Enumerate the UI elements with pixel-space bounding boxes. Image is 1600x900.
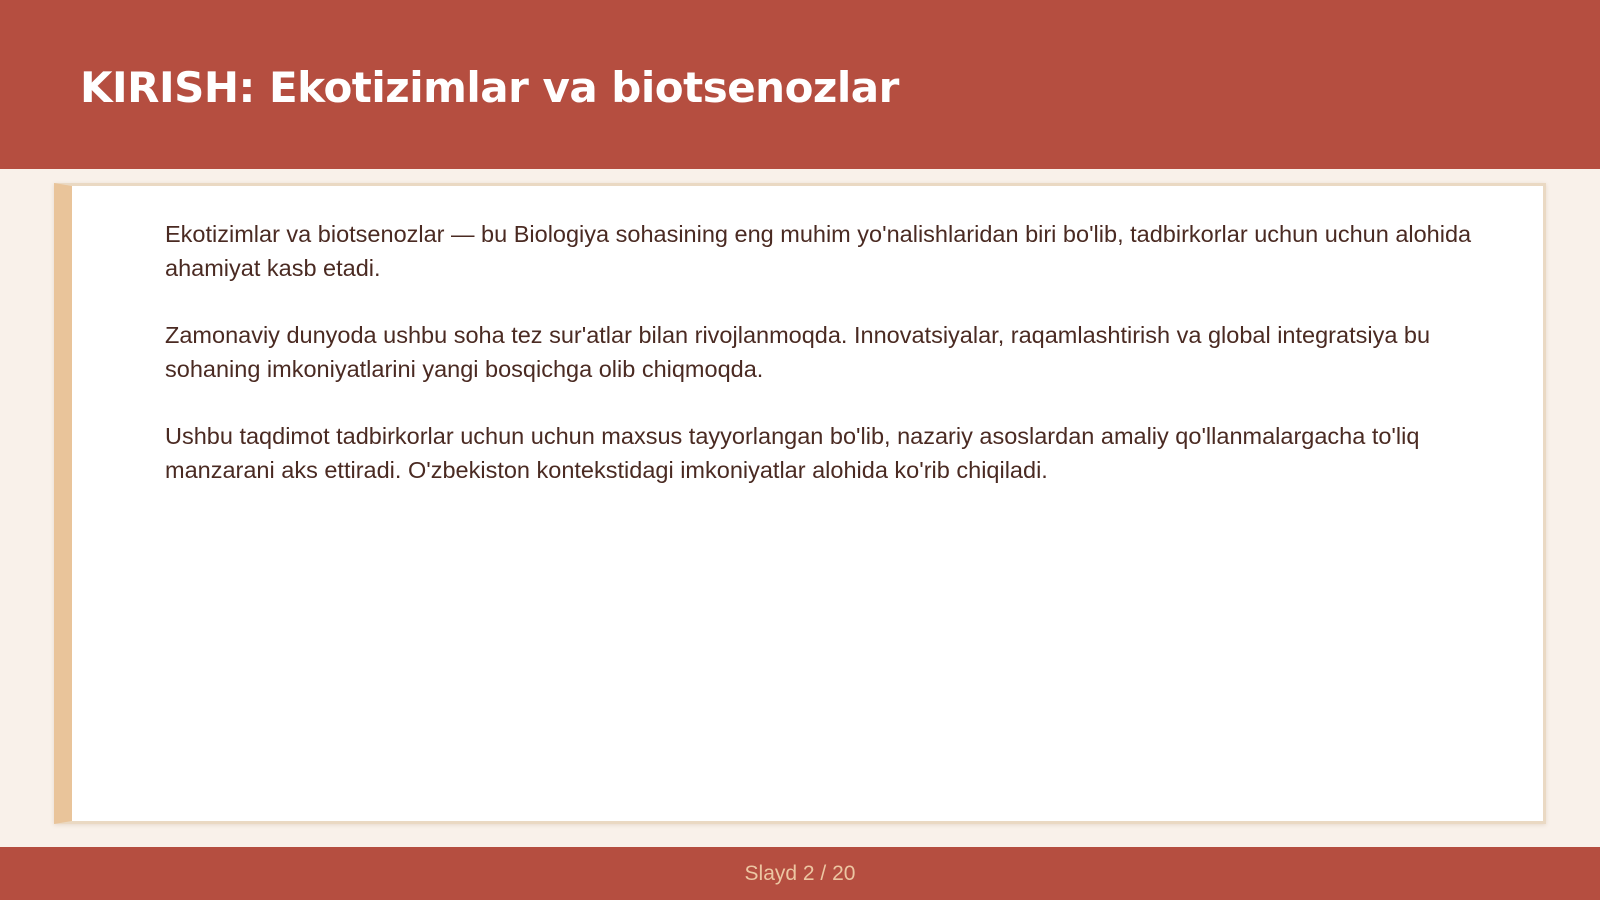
slide-title: KIRISH: Ekotizimlar va biotsenozlar [80, 63, 899, 112]
slide-header [0, 0, 1600, 169]
paragraph-intro: Ekotizimlar va biotsenozlar — bu Biologiya sohasining eng muhim yo'nalishlaridan biri bo'lib, tadbirkorlar uchun uchun alohida ahamiyat kasb etadi. [165, 221, 1472, 281]
paragraph-presentation-purpose: Ushbu taqdimot tadbirkorlar uchun uchun maxsus tayyorlangan bo'lib, nazariy asoslardan amaliy qo'llanmalargacha to'liq manzarani aks ettiradi. O'zbekiston kontekstidagi imkoniyatlar alohida ko'rib chiqiladi. [165, 423, 1420, 483]
slide-footer [0, 847, 1600, 900]
paragraph-modern-world: Zamonaviy dunyoda ushbu soha tez sur'atlar bilan rivojlanmoqda. Innovatsiyalar, raqamlashtirish va global integratsiya bu sohaning imkoniyatlarini yangi bosqichga olib chiqmoqda. [165, 322, 1431, 382]
content-card [54, 183, 1546, 824]
content-body [165, 217, 1525, 520]
slide-counter: Slayd 2 / 20 [744, 862, 856, 885]
